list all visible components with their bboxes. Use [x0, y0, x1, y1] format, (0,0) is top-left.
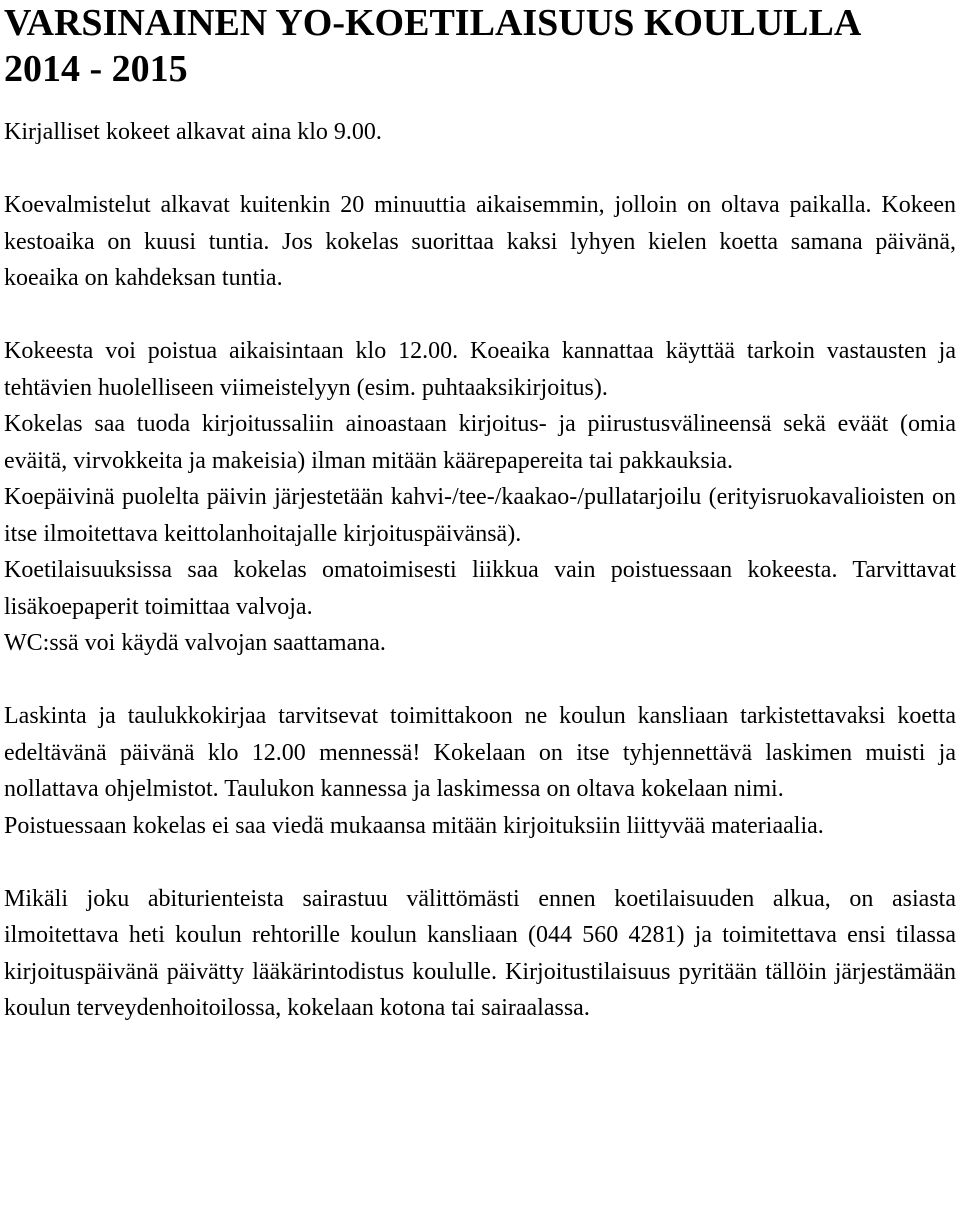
paragraph-moving: Koetilaisuuksissa saa kokelas omatoimisesti liikkua vain poistuessaan kokeesta. Tarvittavat lisäkoepaperit toimittaa valvoja. — [4, 557, 956, 620]
paragraph-refreshments: Koepäivinä puolelta päivin järjestetään kahvi-/tee-/kaakao-/pullatarjoilu (erityisruokavalioisten on itse ilmoitettava keittolanhoitajalle kirjoituspäivänsä). — [4, 484, 956, 547]
document-page — [4, 0, 956, 1027]
title-line-2: 2014 - 2015 — [4, 48, 188, 90]
paragraph-wc: WC:ssä voi käydä valvojan saattamana. — [4, 630, 386, 656]
paragraph-leaving-materials: Poistuessaan kokelas ei saa viedä mukaansa mitään kirjoituksiin liittyvää materiaalia. — [4, 812, 824, 839]
paragraph-calculators: Laskinta ja taulukkokirjaa tarvitsevat toimittakoon ne koulun kansliaan tarkistettavaksi koetta edeltävänä päivänä klo 12.00 mennessä! Kokelaan on itse tyhjennettävä laskimen muisti ja nollattava ohjelmistot. Taulukon kannessa ja laskimessa on oltava kokelaan nimi. — [4, 703, 956, 802]
paragraph-illness: Mikäli joku abiturienteista sairastuu välittömästi ennen koetilaisuuden alkua, on asiasta ilmoitettava heti koulun rehtorille koulun kansliaan (044 560 4281) ja toimitettava ensi tilassa kirjoituspäivänä päivätty lääkärintodistus koululle. Kirjoitustilaisuus pyritään tällöin järjestämään koulun terveydenhoitoilossa, kokelaan kotona tai sairaalassa. — [4, 885, 956, 1021]
paragraph-preparations: Koevalmistelut alkavat kuitenkin 20 minuuttia aikaisemmin, jolloin on oltava paikalla. Kokeen kestoaika on kuusi tuntia. Jos kokelas suorittaa kaksi lyhyen kielen koetta samana päivänä, koeaika on kahdeksan tuntia. — [4, 192, 956, 291]
title-line-1: VARSINAINEN YO-KOETILAISUUS KOULULLA — [4, 2, 862, 44]
paragraph-supplies: Kokelas saa tuoda kirjoitussaliin ainoastaan kirjoitus- ja piirustusvälineensä sekä eväät (omia eväitä, virvokkeita ja makeisia) ilman mitään käärepapereita tai pakkauksia. — [4, 411, 956, 474]
paragraph-leaving: Kokeesta voi poistua aikaisintaan klo 12.00. Koeaika kannattaa käyttää tarkoin vastausten ja tehtävien huolelliseen viimeistelyyn (esim. puhtaaksikirjoitus). — [4, 338, 956, 401]
document-title — [4, 0, 956, 92]
paragraph-start-time: Kirjalliset kokeet alkavat aina klo 9.00. — [4, 119, 382, 145]
